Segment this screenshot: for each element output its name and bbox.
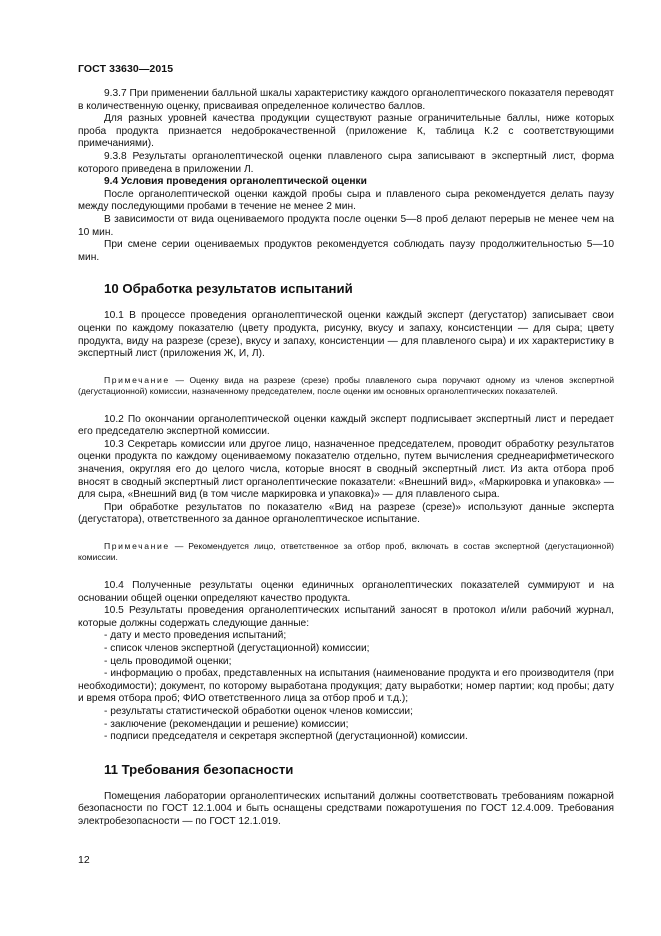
section-11-title: 11 Требования безопасности xyxy=(104,761,294,777)
section-10-title: 10 Обработка результатов испытаний xyxy=(104,281,353,297)
paragraph-pause-between-samples: После органолептической оценки каждой пробы сыра и плавленого сыра рекомендуется делать паузу между последующими пробами в течение не менее 2 мин. xyxy=(78,188,614,213)
note-2-prefix: Примечание xyxy=(104,541,170,552)
paragraph-safety-requirements: Помещения лаборатории органолептических испытаний должны соответствовать требованиям пожарной безопасности по ГОСТ 12.1.004 и быть оснащены средствами пожаротушения по ГОСТ 12.4.009. Требования электробезопасности — по ГОСТ 12.1.019. xyxy=(78,790,614,827)
paragraph-10-1: 10.1 В процессе проведения органолептической оценки каждый эксперт (дегустатор) записывает свои оценки по каждому показателю (цвету продукта, рисунку, вкусу и запаху, консистенции — для сыра; цвету продукта, виду на разрезе (срезе), вкусу и запаху, консистенции — для плавленого сыра) и их характеристику в экспертный лист (приложения Ж, И, Л). xyxy=(78,310,614,360)
paragraph-break-after-samples: В зависимости от вида оцениваемого продукта после оценки 5—8 проб делают перерыв не менее чем на 10 мин. xyxy=(78,213,614,238)
note-1-prefix: Примечание xyxy=(104,374,170,385)
list-item: - дату и место проведения испытаний; xyxy=(104,630,287,642)
note-1 xyxy=(78,375,614,397)
note-2-text: — Рекомендуется лицо, ответственное за отбор проб, включать в состав экспертной (дегустационной) комиссии. xyxy=(78,541,614,563)
paragraph-series-change-pause: При смене серии оцениваемых продуктов рекомендуется соблюдать паузу продолжительностью 5—10 мин. xyxy=(78,239,614,263)
note-1-text: — Оценку вида на разрезе (срезе) пробы плавленого сыра поручают одному из членов экспертной (дегустационной) комиссии, назначенному председателем, после оценки им основных органолептических показателей. xyxy=(78,374,614,396)
list-item: - список членов экспертной (дегустационной) комиссии; xyxy=(104,643,370,654)
paragraph-restrictive-scores: Для разных уровней качества продукции существуют разные ограничительные баллы, ниже которых проба продукта признается недоброкачественной (приложение К, таблица К.2 с соответствующими примечаниями). xyxy=(78,113,614,150)
list-item: - информацию о пробах, представленных на испытания (наименование продукта и его производителя (при необходимости); документ, по которому выработана продукция; дату выработки; номер партии; код пробы; дату и время отбора проб; ФИО ответственного лица за отбор проб и т.д.); xyxy=(78,668,614,705)
paragraph-10-4: 10.4 Полученные результаты оценки единичных органолептических показателей суммируют и на основании общей оценки определяют качество продукта. xyxy=(78,580,614,604)
list-item: - результаты статистической обработки оценок членов комиссии; xyxy=(104,705,413,717)
page-number: 12 xyxy=(78,854,90,866)
list-item: - заключение (рекомендации и решение) комиссии; xyxy=(104,718,349,730)
subheading-9-4: 9.4 Условия проведения органолептической оценки xyxy=(104,176,367,188)
note-2 xyxy=(78,541,614,563)
paragraph-10-3: 10.3 Секретарь комиссии или другое лицо, назначенное председателем, проводит обработку результатов оценки продукта по каждому оцениваемому показателю отдельно, путем вычисления среднеарифметического значения, округляя его до целого числа, которые вносят в сводный экспертный лист. Из акта отбора проб вносят в сводный экспертный лист органолептические показатели: «Внешний вид», «Маркировка и упаковка» — для сыра, «Внешний вид (в том числе маркировка и упаковка)» — для плавленого сыра. xyxy=(78,438,614,501)
paragraph-9-3-8: 9.3.8 Результаты органолептической оценки плавленого сыра записывают в экспертный лист, форма которого приведена в приложении Л. xyxy=(78,150,614,175)
paragraph-9-3-7: 9.3.7 При применении балльной шкалы характеристику каждого органолептического показателя переводят в количественную оценку, присваивая определенное количество баллов. xyxy=(78,88,614,112)
list-item: - подписи председателя и секретаря экспертной (дегустационной) комиссии. xyxy=(104,731,468,743)
document-code-header: ГОСТ 33630—2015 xyxy=(78,63,174,75)
list-item: - цель проводимой оценки; xyxy=(104,655,232,667)
paragraph-10-5: 10.5 Результаты проведения органолептических испытаний заносят в протокол и/или рабочий журнал, которые должны содержать следующие данные: xyxy=(78,605,614,629)
paragraph-10-3-processing: При обработке результатов по показателю «Вид на разрезе (срезе)» используют данные эксперта (дегустатора), ответственного за данное органолептическое испытание. xyxy=(78,501,614,526)
paragraph-10-2: 10.2 По окончании органолептической оценки каждый эксперт подписывает экспертный лист и передает его председателю экспертной комиссии. xyxy=(78,413,614,438)
document-body xyxy=(78,88,614,829)
